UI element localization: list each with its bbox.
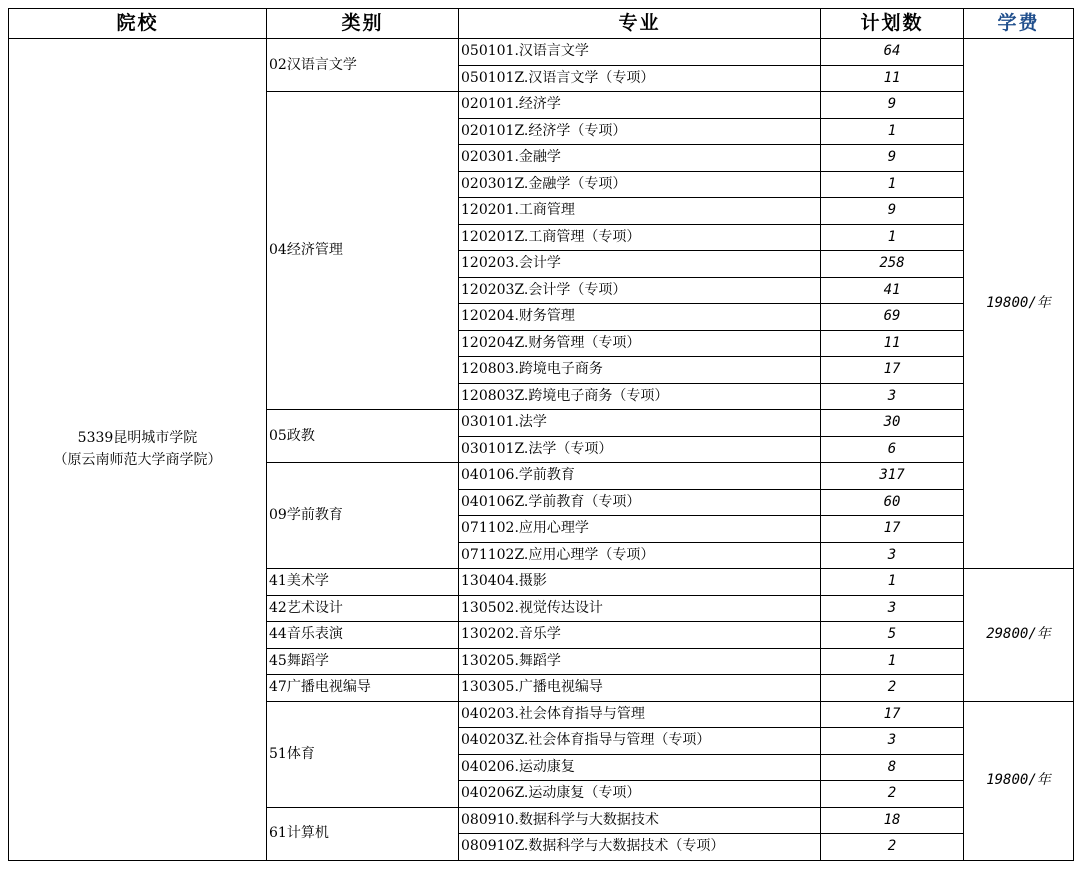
major-cell: 020301.金融学 (459, 145, 821, 172)
major-cell: 030101Z.法学（专项） (459, 436, 821, 463)
plan-cell: 3 (821, 728, 964, 755)
header-plan: 计划数 (821, 9, 964, 39)
plan-cell: 11 (821, 65, 964, 92)
plan-cell: 1 (821, 648, 964, 675)
category-cell: 41美术学 (267, 569, 459, 596)
header-major: 专业 (459, 9, 821, 39)
category-cell: 45舞蹈学 (267, 648, 459, 675)
plan-cell: 9 (821, 145, 964, 172)
major-cell: 080910Z.数据科学与大数据技术（专项） (459, 834, 821, 861)
school-former-name: （原云南师范大学商学院） (53, 452, 222, 469)
major-cell: 120203Z.会计学（专项） (459, 277, 821, 304)
major-cell: 130305.广播电视编导 (459, 675, 821, 702)
major-cell: 040106.学前教育 (459, 463, 821, 490)
major-cell: 020301Z.金融学（专项） (459, 171, 821, 198)
major-cell: 040106Z.学前教育（专项） (459, 489, 821, 516)
category-cell: 42艺术设计 (267, 595, 459, 622)
category-cell: 44音乐表演 (267, 622, 459, 649)
category-cell: 47广播电视编导 (267, 675, 459, 702)
fee-cell: 19800/年 (964, 39, 1074, 569)
category-cell: 04经济管理 (267, 92, 459, 410)
major-cell: 040206Z.运动康复（专项） (459, 781, 821, 808)
major-cell: 120803.跨境电子商务 (459, 357, 821, 384)
major-cell: 120204Z.财务管理（专项） (459, 330, 821, 357)
plan-cell: 18 (821, 807, 964, 834)
plan-cell: 1 (821, 224, 964, 251)
header-category: 类别 (267, 9, 459, 39)
plan-cell: 2 (821, 834, 964, 861)
major-cell: 120204.财务管理 (459, 304, 821, 331)
major-cell: 030101.法学 (459, 410, 821, 437)
major-cell: 050101.汉语言文学 (459, 39, 821, 66)
plan-cell: 60 (821, 489, 964, 516)
plan-cell: 3 (821, 383, 964, 410)
major-cell: 050101Z.汉语言文学（专项） (459, 65, 821, 92)
header-fee: 学费 (964, 9, 1074, 39)
major-cell: 040203Z.社会体育指导与管理（专项） (459, 728, 821, 755)
category-cell: 51体育 (267, 701, 459, 807)
major-cell: 020101.经济学 (459, 92, 821, 119)
table-row (9, 39, 1074, 66)
plan-cell: 2 (821, 781, 964, 808)
category-cell: 02汉语言文学 (267, 39, 459, 92)
major-cell: 120203.会计学 (459, 251, 821, 278)
enrollment-plan-table (8, 8, 1074, 861)
plan-cell: 1 (821, 118, 964, 145)
plan-cell: 9 (821, 198, 964, 225)
plan-cell: 2 (821, 675, 964, 702)
plan-cell: 8 (821, 754, 964, 781)
plan-cell: 3 (821, 542, 964, 569)
major-cell: 130202.音乐学 (459, 622, 821, 649)
header-school: 院校 (9, 9, 267, 39)
plan-cell: 258 (821, 251, 964, 278)
major-cell: 120201Z.工商管理（专项） (459, 224, 821, 251)
major-cell: 130502.视觉传达设计 (459, 595, 821, 622)
plan-cell: 69 (821, 304, 964, 331)
major-cell: 130404.摄影 (459, 569, 821, 596)
category-cell: 61计算机 (267, 807, 459, 860)
plan-cell: 17 (821, 516, 964, 543)
major-cell: 040203.社会体育指导与管理 (459, 701, 821, 728)
major-cell: 120803Z.跨境电子商务（专项） (459, 383, 821, 410)
fee-cell: 29800/年 (964, 569, 1074, 702)
plan-cell: 30 (821, 410, 964, 437)
plan-cell: 3 (821, 595, 964, 622)
plan-cell: 41 (821, 277, 964, 304)
major-cell: 040206.运动康复 (459, 754, 821, 781)
major-cell: 130205.舞蹈学 (459, 648, 821, 675)
major-cell: 071102.应用心理学 (459, 516, 821, 543)
plan-cell: 11 (821, 330, 964, 357)
major-cell: 020101Z.经济学（专项） (459, 118, 821, 145)
category-cell: 05政教 (267, 410, 459, 463)
plan-cell: 1 (821, 569, 964, 596)
fee-cell: 19800/年 (964, 701, 1074, 860)
category-cell: 09学前教育 (267, 463, 459, 569)
school-name: 5339昆明城市学院 (77, 430, 198, 447)
plan-cell: 9 (821, 92, 964, 119)
plan-cell: 317 (821, 463, 964, 490)
plan-cell: 6 (821, 436, 964, 463)
plan-cell: 5 (821, 622, 964, 649)
major-cell: 071102Z.应用心理学（专项） (459, 542, 821, 569)
major-cell: 080910.数据科学与大数据技术 (459, 807, 821, 834)
plan-cell: 17 (821, 701, 964, 728)
major-cell: 120201.工商管理 (459, 198, 821, 225)
header-row (9, 9, 1074, 39)
plan-cell: 17 (821, 357, 964, 384)
plan-cell: 1 (821, 171, 964, 198)
school-cell (9, 39, 267, 861)
plan-cell: 64 (821, 39, 964, 66)
